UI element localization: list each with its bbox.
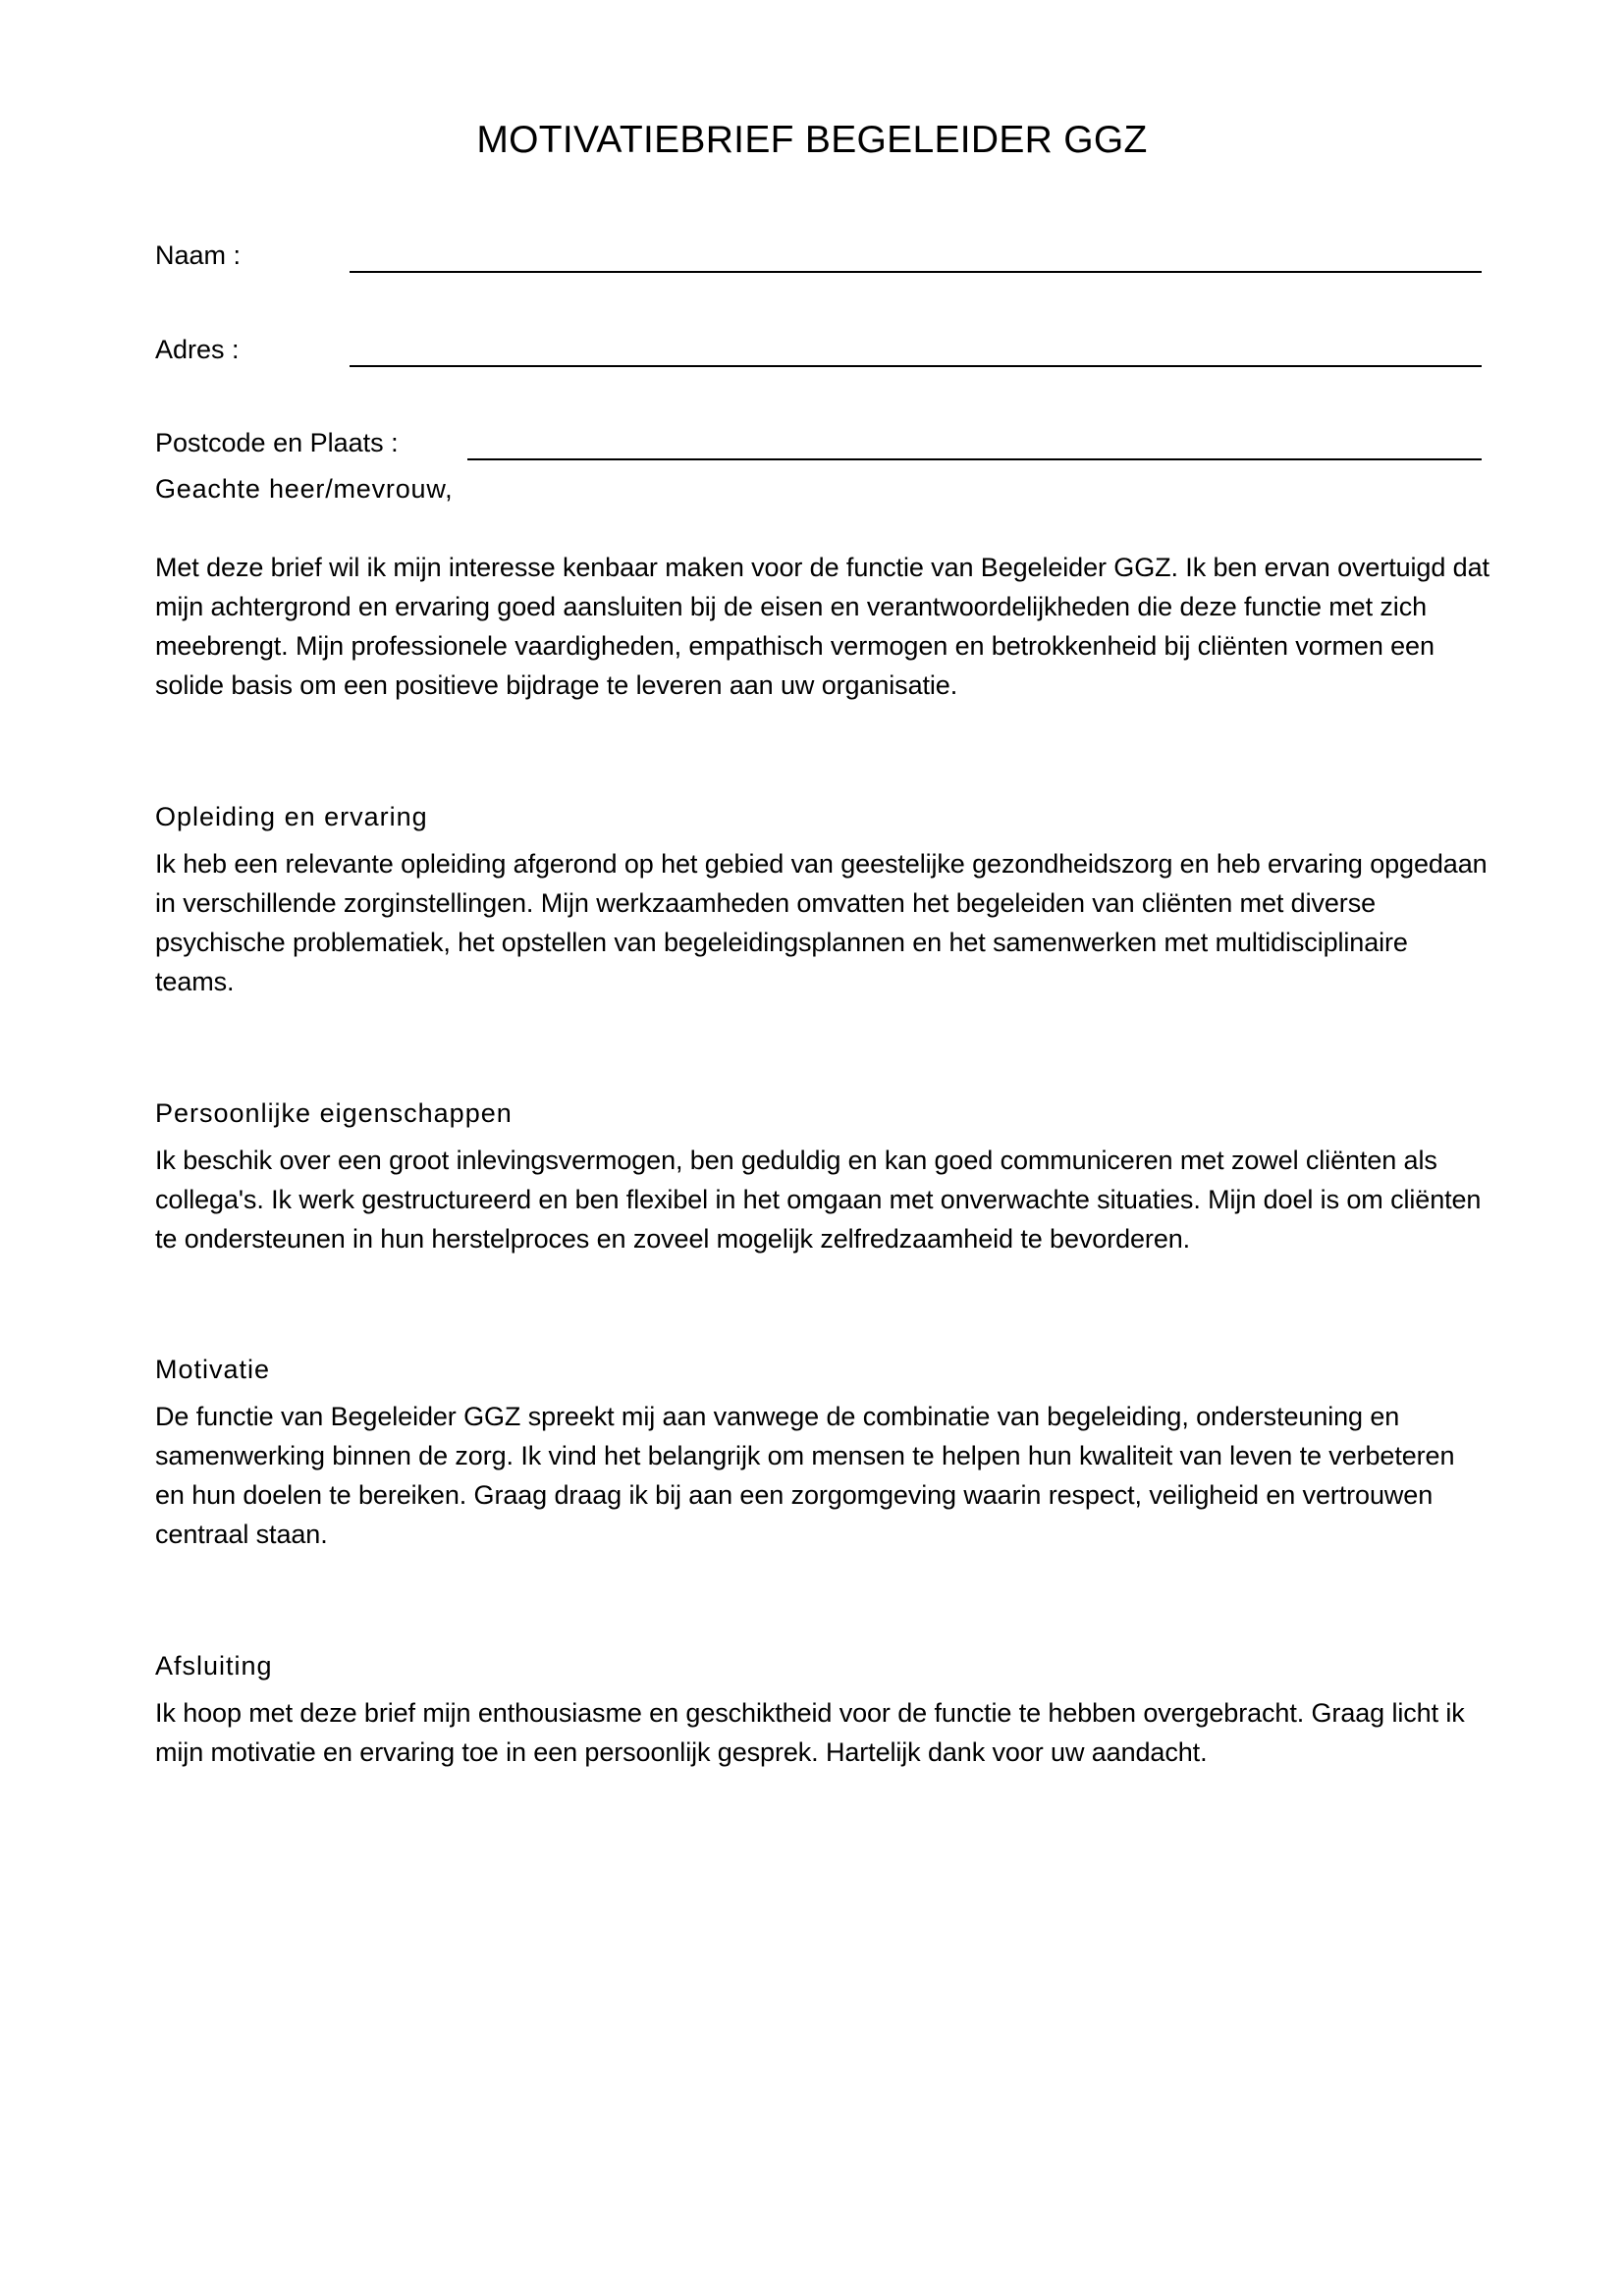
address-fill-line[interactable] xyxy=(350,365,1482,367)
section-body-afsluiting: Ik hoop met deze brief mijn enthousiasme en geschiktheid voor de functie te hebben overgebracht. Graag licht ik mijn motivatie en ervaring toe in een persoonlijk gesprek. Hartelijk dank voor uw aandacht. xyxy=(155,1698,1465,1767)
section-heading-motivatie: Motivatie xyxy=(155,1355,271,1384)
greeting: Geachte heer/mevrouw, xyxy=(155,474,454,504)
address-label: Adres : xyxy=(155,335,240,364)
section-heading-opleiding: Opleiding en ervaring xyxy=(155,802,428,831)
section-body-opleiding: Ik heb een relevante opleiding afgerond op het gebied van geestelijke gezondheidszorg en heb ervaring opgedaan in verschillende zorginstellingen. Mijn werkzaamheden omvatten het begeleiden van cliënten met diverse psychische problematiek, het opstellen van begeleidingsplannen en het samenwerken met multidisciplinaire teams. xyxy=(155,849,1488,996)
postcode-label: Postcode en Plaats : xyxy=(155,428,399,457)
section-body-eigenschappen: Ik beschik over een groot inlevingsvermogen, ben geduldig en kan goed communiceren met zowel cliënten als collega's. Ik werk gestructureerd en ben flexibel in het omgaan met onverwachte situaties. Mijn doel is om cliënten te ondersteunen in hun herstelproces en zoveel mogelijk zelfredzaamheid te bevorderen. xyxy=(155,1146,1482,1254)
document-title: MOTIVATIEBRIEF BEGELEIDER GGZ xyxy=(476,119,1148,161)
section-body-motivatie: De functie van Begeleider GGZ spreekt mij aan vanwege de combinatie van begeleiding, ondersteuning en samenwerking binnen de zorg. Ik vind het belangrijk om mensen te helpen hun kwaliteit van leven te verbeteren en hun doelen te bereiken. Graag draag ik bij aan een zorgomgeving waarin respect, veiligheid en vertrouwen centraal staan. xyxy=(155,1402,1455,1549)
postcode-fill-line[interactable] xyxy=(467,458,1482,460)
section-heading-afsluiting: Afsluiting xyxy=(155,1651,273,1681)
section-heading-eigenschappen: Persoonlijke eigenschappen xyxy=(155,1098,513,1128)
intro-paragraph: Met deze brief wil ik mijn interesse kenbaar maken voor de functie van Begeleider GGZ. Ik ben ervan overtuigd dat mijn achtergrond en ervaring goed aansluiten bij de eisen en verantwoordelijkheden die deze functie met zich meebrengt. Mijn professionele vaardigheden, empathisch vermogen en betrokkenheid bij cliënten vormen een solide basis om een positieve bijdrage te leveren aan uw organisatie. xyxy=(155,553,1489,700)
name-label: Naam : xyxy=(155,240,242,270)
name-fill-line[interactable] xyxy=(350,271,1482,273)
